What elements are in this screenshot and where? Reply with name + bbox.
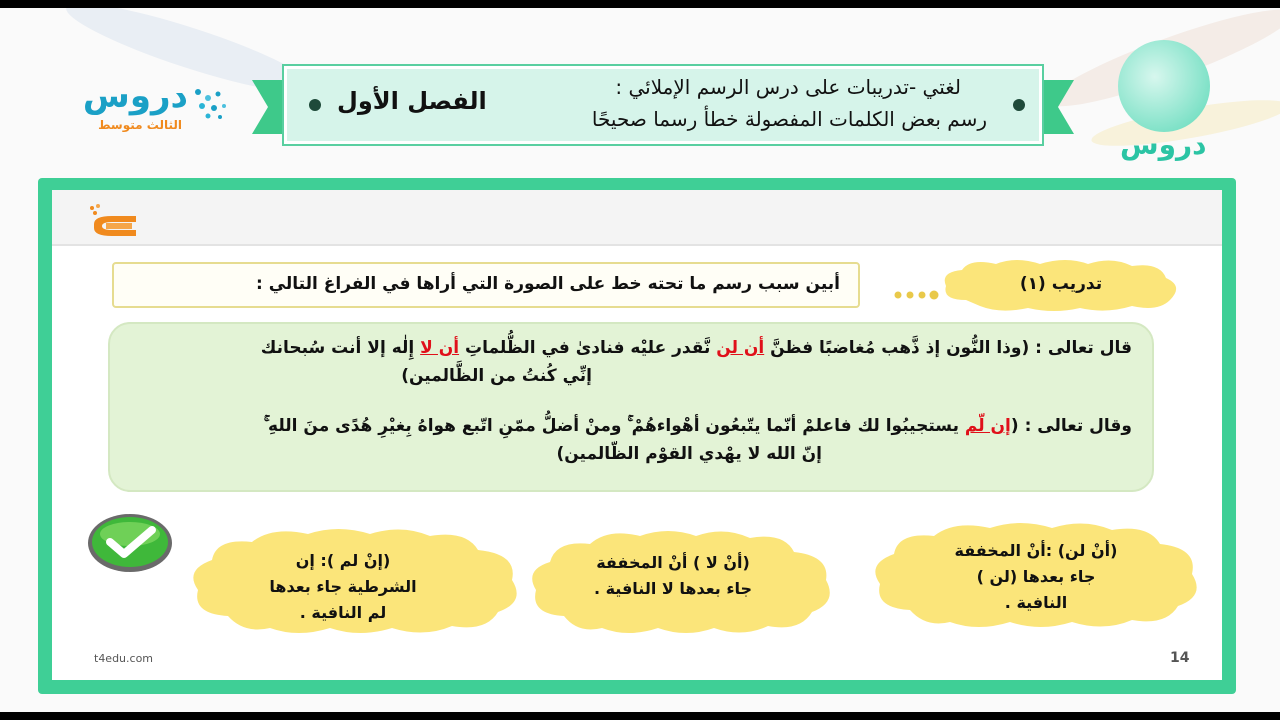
explanation-cloud-left (188, 526, 524, 636)
t4edu-logo-icon (84, 202, 142, 244)
cloud-left-line: الشرطية جاء بعدها (269, 577, 417, 596)
brand-logo-right (1110, 36, 1220, 166)
instruction-box (112, 262, 860, 308)
verse-1-line-2: إنِّي كُنتُ من الظَّالمين) (401, 366, 592, 386)
brand-word: دروس (82, 76, 188, 116)
verse-2-part-1: وقال تعالى : ( (1010, 416, 1132, 436)
brand-grade: الثالث متوسط (98, 118, 182, 132)
chapter-title: الفصل الأول (337, 87, 487, 115)
slide-top-band (52, 190, 1222, 246)
cloud-right-text (916, 538, 1156, 616)
training-label: تدريب (١) (1019, 274, 1103, 294)
explanation-cloud-middle (528, 528, 834, 636)
slide-stage (0, 8, 1280, 712)
cloud-right-line: جاء بعدها (لن ) (976, 567, 1096, 586)
checkmark-icon (86, 512, 174, 574)
bullet-icon (1013, 99, 1025, 111)
cloud-left-text (228, 548, 458, 626)
cloud-left-line: (إنْ لم ): إن (295, 551, 391, 570)
slide-content (52, 190, 1222, 680)
verse-2-line-1 (264, 416, 1132, 436)
cloud-left-line: لم النافية . (299, 603, 387, 622)
verse-1-underlined-2: أن لا (420, 338, 460, 358)
slide-frame (38, 178, 1236, 694)
verse-2-line-2: إنّ الله لا يهْدي القوْم الظّالمين) (556, 444, 822, 464)
brand-logo-left (80, 76, 240, 146)
banner-body (284, 66, 1042, 144)
cloud-middle-line: جاء بعدها لا النافية . (593, 579, 753, 598)
lesson-subtitle: رسم بعض الكلمات المفصولة خطأ رسما صحيحًا (591, 107, 987, 131)
verse-1-part-1: قال تعالى : (وذا النُّون إذ ذَّهب مُغاضبًا فظنَّ (764, 338, 1132, 358)
footer-logo: t4edu.com (94, 652, 154, 665)
instruction-text: أبين سبب رسم ما تحته خط على الصورة التي أراها في الفراغ التالي : (256, 274, 840, 294)
brand-word-right: دروس (1120, 128, 1207, 161)
verses-box (108, 322, 1154, 492)
bullet-icon (309, 99, 321, 111)
ellipsis-icon (890, 288, 940, 302)
cloud-right-line: (أنْ لن) :أنْ المخففة (954, 541, 1118, 560)
verse-1-part-3: إِلٰه إلا أنت سُبحانك (260, 338, 421, 358)
lesson-banner (252, 66, 1074, 150)
cloud-middle-text (568, 550, 778, 602)
training-cloud (936, 256, 1186, 314)
brand-dots-icon (190, 84, 230, 124)
cloud-right-line: النافية . (1004, 593, 1068, 612)
verse-2-part-2: يستجيبُوا لك فاعلمْ أنّما يتّبعُون أهْواءهُمْ ۚ ومنْ أضلُّ ممّنِ اتّبع هواهُ بِغيْرِ هُدًى منَ اللهِ ۚ (263, 416, 965, 436)
brand-circle-icon (1118, 40, 1210, 132)
cloud-middle-line: (أنْ لا ) أنْ المخففة (596, 553, 750, 572)
explanation-cloud-right (870, 520, 1204, 630)
verse-2-underlined-1: إن لّم (964, 416, 1011, 436)
lesson-title: لغتي -تدريبات على درس الرسم الإملائي : (615, 75, 961, 99)
page-number: 14 (1170, 650, 1190, 666)
verse-1-underlined-1: أن لن (716, 338, 765, 358)
verse-1-part-2: نَّقدر عليْه فنادىٰ في الظُّلماتِ (459, 338, 717, 358)
verse-1-line-1 (261, 338, 1132, 358)
